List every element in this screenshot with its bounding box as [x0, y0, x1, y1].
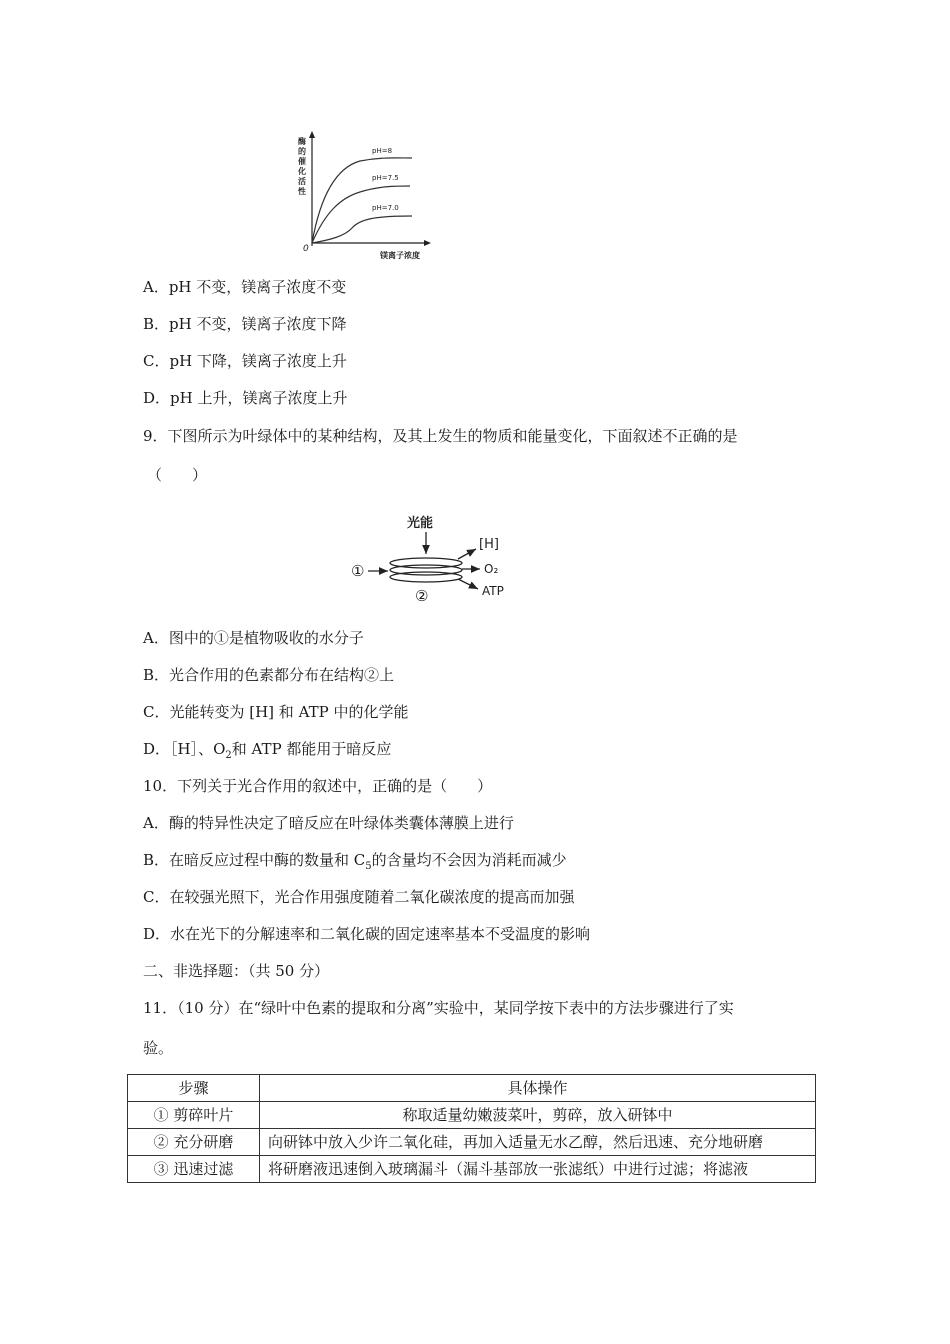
operation-cell: 向研钵中放入少许二氧化硅，再加入适量无水乙醇，然后迅速、充分地研磨 — [260, 1129, 816, 1156]
q10-option-b: B．在暗反应过程中酶的数量和 $C_5$的含量均不会因为消耗而减少 — [143, 851, 567, 872]
y-axis-label-char: 酶 — [298, 137, 306, 146]
q8-option-b: B．pH 不变，镁离子浓度下降 — [143, 315, 347, 333]
y-axis-label-char: 化 — [298, 167, 306, 176]
header-operation: 具体操作 — [260, 1075, 816, 1102]
steps-table — [127, 1074, 816, 1183]
x-axis-label: 镁离子浓度 — [380, 251, 420, 260]
y-axis-label-char: 性 — [298, 187, 306, 196]
atp-label: ATP — [482, 584, 504, 598]
q9-option-b: B．光合作用的色素都分布在结构②上 — [143, 666, 395, 684]
q10-option-d: D．水在光下的分解速率和二氧化碳的固定速率基本不受温度的影响 — [143, 925, 591, 943]
q8-option-c: C．pH 下降，镁离子浓度上升 — [143, 352, 347, 370]
q9-option-c: C．光能转变为 [H] 和 ATP 中的化学能 — [143, 703, 409, 721]
thylakoid-membrane — [390, 572, 462, 582]
y-axis-label-char: 活 — [298, 177, 306, 186]
h-arrow — [458, 549, 476, 559]
y-axis-label-char: 的 — [298, 147, 306, 156]
y-axis-label — [297, 136, 306, 196]
table-row — [128, 1129, 816, 1156]
series-label-ph8: pH=8 — [372, 147, 393, 155]
series-line-ph8 — [312, 158, 412, 243]
label-2: ② — [415, 587, 429, 604]
q11-stem-cont: 验。 — [143, 1039, 174, 1057]
q9-blank: （ ） — [147, 466, 208, 484]
table-row — [128, 1102, 816, 1129]
q10-stem: 10．下列关于光合作用的叙述中，正确的是（ ） — [143, 777, 493, 795]
y-axis-arrow — [309, 131, 315, 138]
q9-stem: 9．下图所示为叶绿体中的某种结构，及其上发生的物质和能量变化，下面叙述不正确的是 — [143, 427, 738, 445]
y-axis-label-char: 催 — [298, 157, 306, 166]
h-label: [H] — [479, 537, 499, 552]
q8-option-a: A．pH 不变，镁离子浓度不变 — [143, 278, 347, 296]
table-row — [128, 1156, 816, 1183]
x-axis-arrow — [424, 240, 431, 246]
atp-arrow — [458, 579, 478, 589]
header-step: 步骤 — [128, 1075, 260, 1102]
light-energy-label: 光能 — [407, 516, 434, 531]
series-line-ph70 — [312, 216, 412, 243]
q11-stem: 11．（10 分）在“绿叶中色素的提取和分离”实验中，某同学按下表中的方法步骤进行了实 — [143, 999, 734, 1017]
label-1: ① — [351, 562, 365, 580]
q8-option-d: D．pH 上升，镁离子浓度上升 — [143, 389, 348, 407]
operation-cell: 称取适量幼嫩菠菜叶，剪碎，放入研钵中 — [260, 1102, 816, 1129]
q9-option-d: D．［H］、$O_2$和 ATP 都能用于暗反应 — [143, 740, 392, 761]
q10-option-a: A．酶的特异性决定了暗反应在叶绿体类囊体薄膜上进行 — [143, 814, 514, 832]
series-label-ph75: pH=7.5 — [372, 174, 399, 182]
series-label-ph70: pH=7.0 — [372, 204, 399, 212]
q9-option-a: A．图中的①是植物吸收的水分子 — [143, 629, 364, 647]
step-cell: ① 剪碎叶片 — [128, 1102, 260, 1129]
step-cell: ③ 迅速过滤 — [128, 1156, 260, 1183]
step-cell: ② 充分研磨 — [128, 1129, 260, 1156]
origin-label: 0 — [303, 244, 309, 254]
operation-cell: 将研磨液迅速倒入玻璃漏斗（漏斗基部放一张滤纸）中进行过滤；将滤液 — [260, 1156, 816, 1183]
table-header-row — [128, 1075, 816, 1102]
section-heading: 二、非选择题：（共 50 分） — [143, 962, 330, 980]
q10-option-c: C．在较强光照下，光合作用强度随着二氧化碳浓度的提高而加强 — [143, 888, 575, 906]
o2-label: O₂ — [484, 562, 499, 576]
thylakoid-diagram — [348, 512, 528, 604]
enzyme-activity-chart — [290, 128, 440, 263]
